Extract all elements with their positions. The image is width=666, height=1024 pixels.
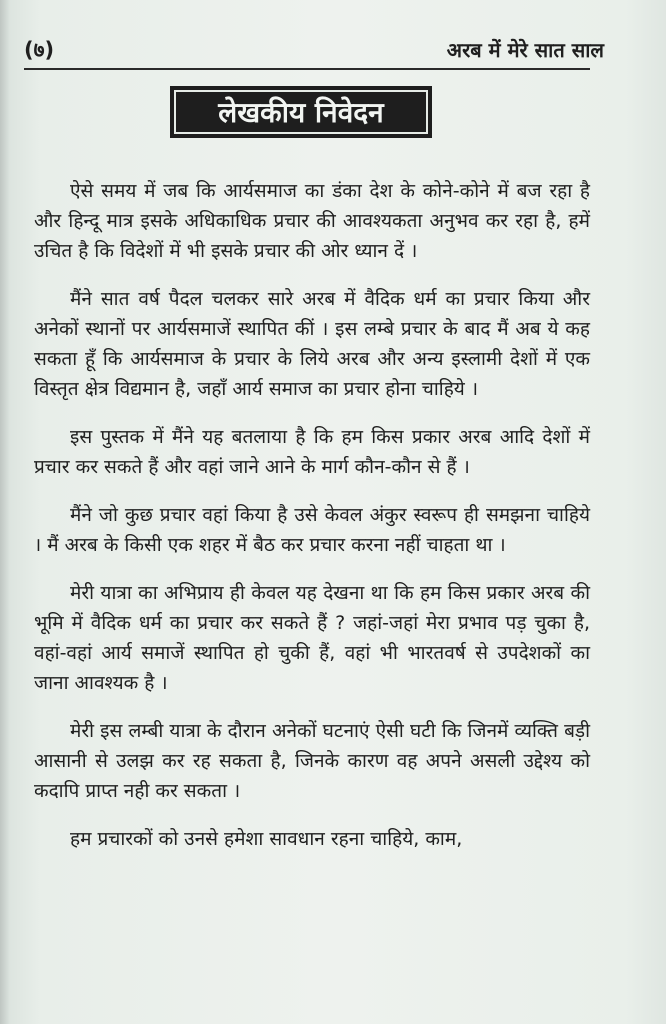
running-title: अरब में मेरे सात साल: [446, 38, 604, 62]
page-edge-shadow: [0, 0, 10, 1024]
page-number: (७): [24, 38, 55, 62]
page-header: [24, 36, 604, 66]
paragraph: इस पुस्तक में मैंने यह बतलाया है कि हम किस प्रकार अरब आदि देशों में प्रचार कर सकते हैं और वहां जाने आने के मार्ग कौन-कौन से हैं ।: [34, 426, 590, 478]
paragraph: मैंने सात वर्ष पैदल चलकर सारे अरब में वैदिक धर्म का प्रचार किया और अनेकों स्थानों पर आर्यसमाजें स्थापित कीं । इस लम्बे प्रचार के बाद मैं अब ये कह सकता हूँ कि आर्यसमाज के प्रचार के लिये अरब और अन्य इस्लामी देशों में एक विस्तृत क्षेत्र विद्यमान है, जहाँ आर्य समाज का प्रचार होना चाहिये ।: [34, 288, 590, 400]
paragraph: मैंने जो कुछ प्रचार वहां किया है उसे केवल अंकुर स्वरूप ही समझना चाहिये । मैं अरब के किसी एक शहर में बैठ कर प्रचार करना नहीं चाहता था ।: [34, 504, 590, 556]
paragraph: ऐसे समय में जब कि आर्यसमाज का डंका देश के कोने-कोने में बज रहा है और हिन्दू मात्र इसके अधिकाधिक प्रचार की आवश्यकता अनुभव कर रहा है, हमें उचित है कि विदेशों में भी इसके प्रचार की ओर ध्यान दें ।: [34, 180, 590, 262]
body-text: [34, 176, 590, 854]
header-rule: [24, 68, 590, 70]
paragraph: मेरी इस लम्बी यात्रा के दौरान अनेकों घटनाएं ऐसी घटी कि जिनमें व्यक्ति बड़ी आसानी से उलझ कर रह सकता है, जिनके कारण वह अपने असली उद्देश्य को कदापि प्राप्त नही कर सकता ।: [34, 720, 590, 802]
section-title-box: [170, 86, 432, 138]
section-title: लेखकीय निवेदन: [174, 90, 428, 134]
paragraph: मेरी यात्रा का अभिप्राय ही केवल यह देखना था कि हम किस प्रकार अरब की भूमि में वैदिक धर्म का प्रचार कर सकते हैं ? जहां-जहां मेरा प्रभाव पड़ चुका है, वहां-वहां आर्य समाजें स्थापित हो चुकी हैं, वहां भी भारतवर्ष से उपदेशकों का जाना आवश्यक है ।: [34, 582, 590, 694]
paragraph: हम प्रचारकों को उनसे हमेशा सावधान रहना चाहिये, काम,: [70, 828, 463, 850]
